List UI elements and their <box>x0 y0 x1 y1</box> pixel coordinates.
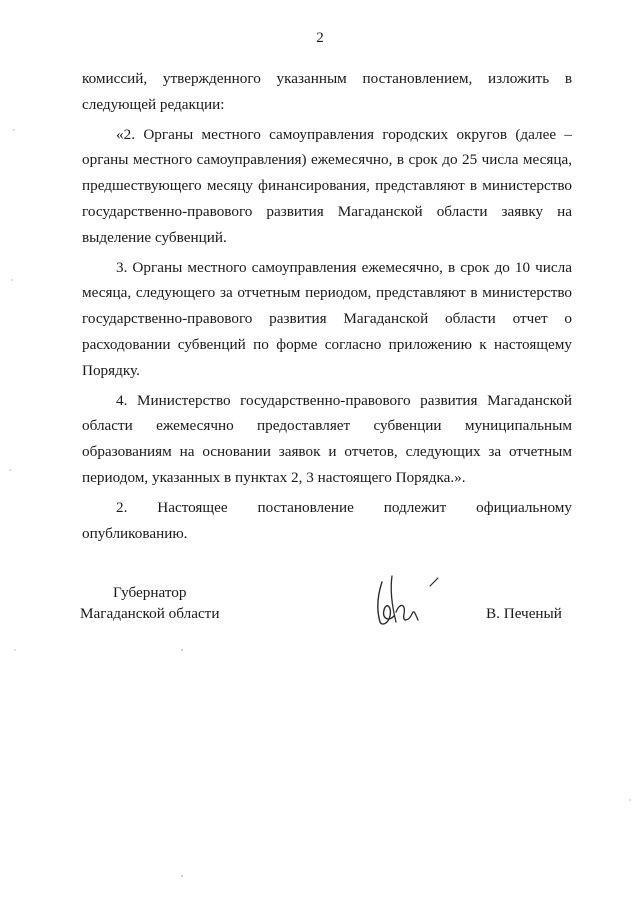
paragraph-continuation: комиссий, утвержденного указанным постановлением, изложить в следующей редакции: <box>82 70 572 113</box>
handwritten-signature-icon <box>372 572 442 630</box>
signer-title <box>80 582 219 624</box>
signer-title-line2: Магаданской области <box>80 605 220 622</box>
document-body <box>82 66 572 546</box>
paragraph-item-3: 3. Органы местного самоуправления ежемесячно, в срок до 10 числа месяца, следующего за отчетным периодом, представляют в министерство государственно-правового развития Магаданской области отчет о расходовании субвенций по форме согласно приложению к настоящему Порядку. <box>82 258 572 379</box>
paragraph-item-4: 4. Министерство государственно-правового развития Магаданской области ежемесячно предоставляет субвенции муниципальным образованиям на основании заявок и отчетов, следующих за отчетным периодом, указанных в пунктах 2, 3 настоящего Порядка.». <box>82 391 572 486</box>
paragraph-item-2: «2. Органы местного самоуправления городских округов (далее – органы местного самоуправления) ежемесячно, в срок до 25 числа месяца, предшествующего месяцу финансирования, представляют в министерство государственно-правового развития Магаданской области заявку на выделение субвенций. <box>82 125 572 246</box>
signer-title-line1: Губернатор <box>112 584 187 601</box>
signer-name: В. Печеный <box>486 605 562 622</box>
paragraph-publication: 2. Настоящее постановление подлежит официальному опубликованию. <box>82 498 572 542</box>
signature-block <box>0 582 640 642</box>
page-number: 2 <box>316 30 324 46</box>
